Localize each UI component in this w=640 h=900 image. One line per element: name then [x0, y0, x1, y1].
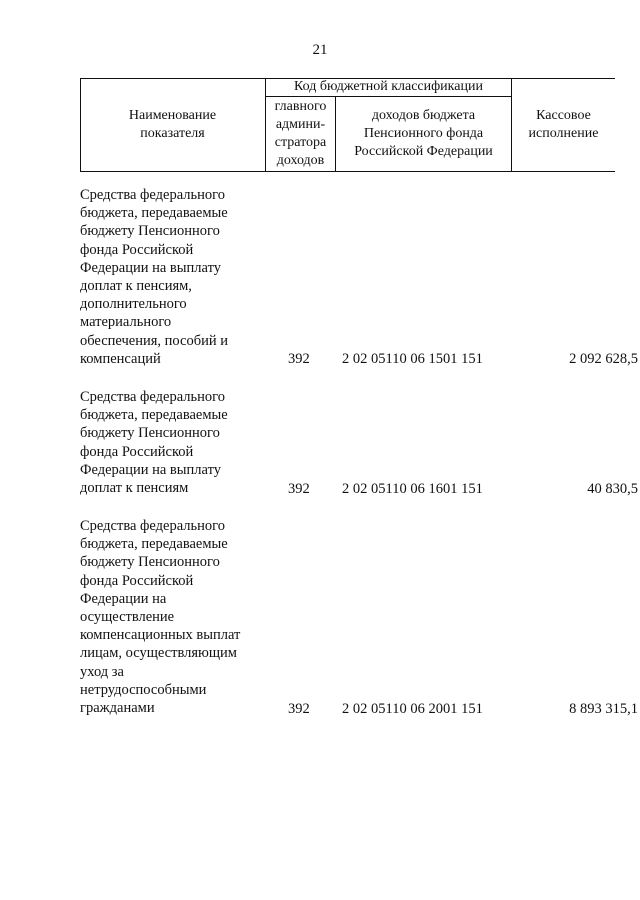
table-row-name: Средства федерального бюджета, передаваемые бюджету Пенсионного фонда Российской Федерации на выплату доплат к пенсиям, дополнительного материального обеспечения, пособий и компенсаций — [80, 187, 229, 367]
header-name-column: Наименование показателя — [128, 108, 217, 141]
header-group-title: Код бюджетной классификации — [294, 79, 483, 94]
table-row-name: Средства федерального бюджета, передаваемые бюджету Пенсионного фонда Российской Федерации на осуществление компенсационных выплат лицам, осуществляющим уход за нетрудоспособными гражданами — [80, 518, 241, 717]
table-header — [80, 78, 615, 172]
income-code-cell: 2 02 05110 06 1601 151 — [342, 481, 483, 497]
group-title-underline — [265, 96, 511, 97]
amount-cell: 2 092 628,5 — [569, 351, 638, 367]
header-amount-column: Кассовое исполнение — [528, 108, 599, 141]
header-income-column: доходов бюджета Пенсионного фонда Российской Федерации — [354, 108, 493, 159]
admin-code-cell: 392 — [288, 351, 310, 367]
admin-code-cell: 392 — [288, 481, 310, 497]
table-row-name: Средства федерального бюджета, передаваемые бюджету Пенсионного фонда Российской Федерации на выплату доплат к пенсиям — [80, 389, 228, 497]
amount-cell: 8 893 315,1 — [569, 701, 638, 717]
amount-cell: 40 830,5 — [587, 481, 638, 497]
admin-code-cell: 392 — [288, 701, 310, 717]
page-number: 21 — [312, 42, 328, 58]
header-bottom-border — [80, 171, 615, 172]
income-code-cell: 2 02 05110 06 1501 151 — [342, 351, 483, 367]
income-code-cell: 2 02 05110 06 2001 151 — [342, 701, 483, 717]
header-left-border — [80, 78, 81, 172]
header-admin-column: главного админи- стратора доходов — [274, 99, 327, 168]
